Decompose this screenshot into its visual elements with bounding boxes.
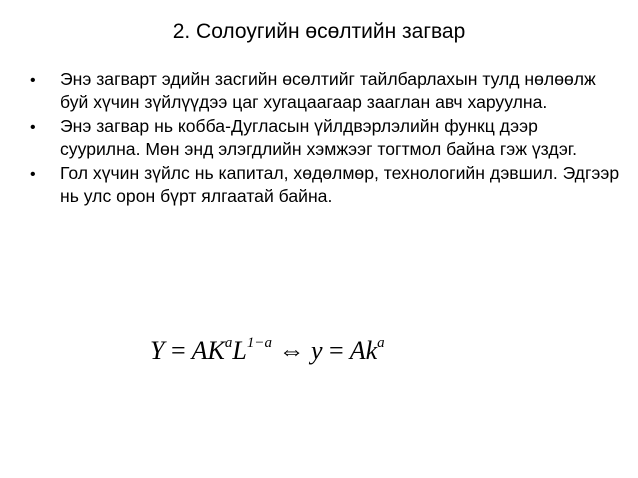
bullet-marker: • bbox=[30, 119, 36, 136]
formula-equals: = bbox=[170, 336, 186, 365]
bullet-text: Гол хүчин зүйлс нь капитал, хөдөлмөр, технологийн дэвшил. Эдгээр нь улс орон бүрт ялгаатай байна. bbox=[60, 163, 620, 206]
formula-iff: ⇔ bbox=[278, 336, 305, 365]
bullet-item bbox=[30, 162, 620, 207]
formula-exp-a: a bbox=[224, 335, 233, 351]
formula-exp-a: a bbox=[377, 335, 385, 351]
formula-L: L bbox=[232, 336, 247, 365]
formula-Ak: Ak bbox=[349, 336, 378, 365]
cobb-douglas-formula bbox=[150, 336, 410, 396]
bullet-list bbox=[30, 68, 620, 209]
bullet-item bbox=[30, 68, 620, 113]
formula-exp-1-minus-a: 1−a bbox=[246, 335, 272, 351]
bullet-marker: • bbox=[30, 166, 36, 183]
bullet-marker: • bbox=[30, 72, 36, 89]
bullet-item bbox=[30, 115, 620, 160]
bullet-text: Энэ загвар нь кобба-Дугласын үйлдвэрлэлийн функц дээр суурилна. Мөн энд элэгдлийн хэмжээг тогтмол байна гэж үздэг. bbox=[60, 116, 577, 159]
bullet-text: Энэ загварт эдийн засгийн өсөлтийг тайлбарлахын тулд нөлөөлж буй хүчин зүйлүүдээ цаг хугацаагаар зааглан авч харуулна. bbox=[60, 69, 596, 112]
slide-title: 2. Солоугийн өсөлтийн загвар bbox=[172, 20, 466, 43]
formula-AK: AK bbox=[191, 336, 225, 365]
formula-equals: = bbox=[329, 336, 344, 365]
formula-y: y bbox=[311, 336, 323, 365]
formula-Y: Y bbox=[150, 336, 165, 365]
